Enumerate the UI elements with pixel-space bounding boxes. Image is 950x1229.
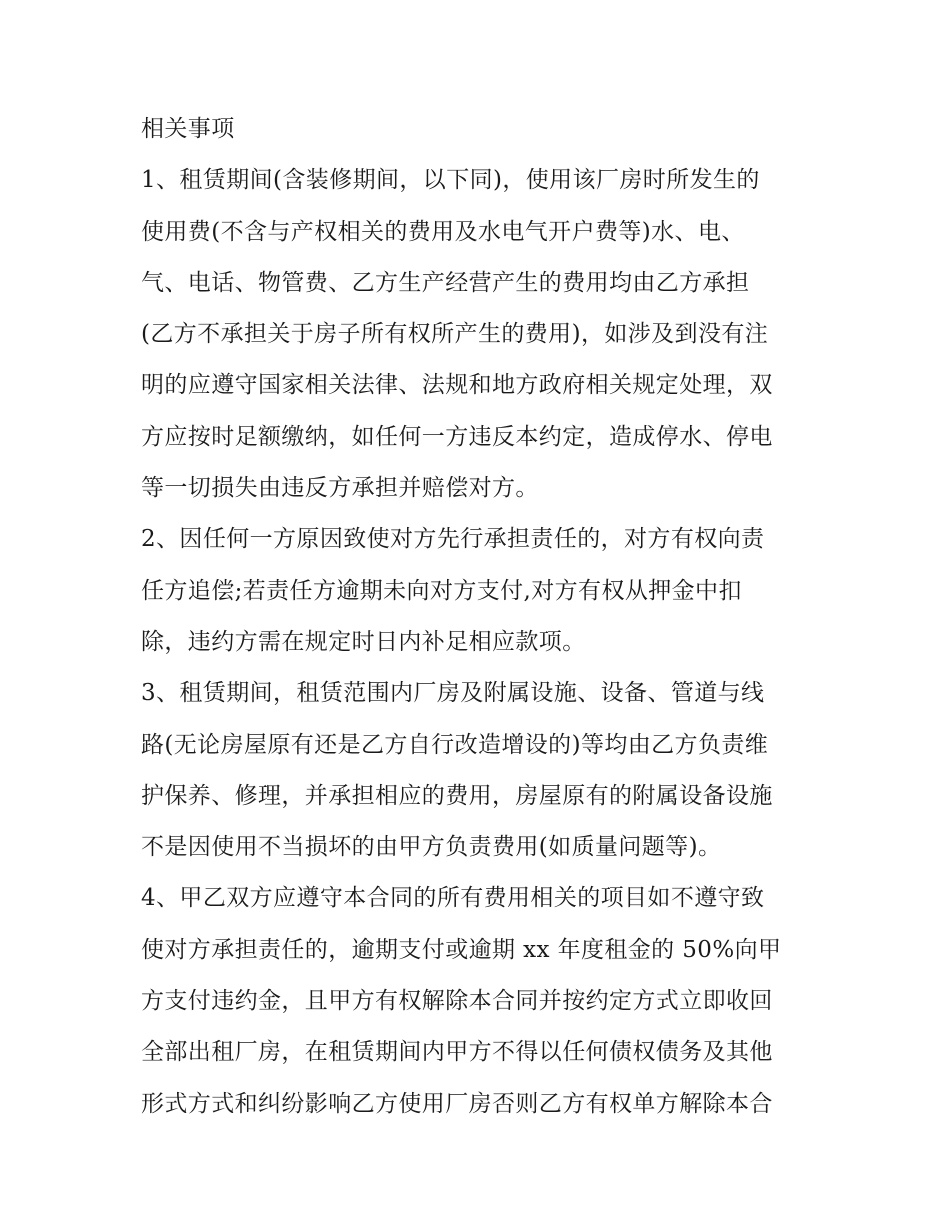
document-body xyxy=(141,104,821,1130)
text-line: 全部出租厂房，在租赁期间内甲方不得以任何债权债务及其他 xyxy=(141,1039,773,1066)
text-line: 形式方式和纠纷影响乙方使用厂房否则乙方有权单方解除本合 xyxy=(141,1090,773,1117)
text-line: 方支付违约金，且甲方有权解除本合同并按约定方式立即收回 xyxy=(141,988,773,1015)
text-line: 等一切损失由违反方承担并赔偿对方。 xyxy=(141,475,539,502)
text-line: 明的应遵守国家相关法律、法规和地方政府相关规定处理，双 xyxy=(141,372,773,399)
text-line: 气、电话、物管费、乙方生产经营产生的费用均由乙方承担 xyxy=(141,269,750,296)
text-line: 2、因任何一方原因致使对方先行承担责任的，对方有权向责 xyxy=(141,526,765,553)
text-line: 方应按时足额缴纳，如任何一方违反本约定，造成停水、停电 xyxy=(141,423,773,450)
text-line: 路(无论房屋原有还是乙方自行改造增设的)等均由乙方负责维 xyxy=(141,731,769,758)
text-line: 除，违约方需在规定时日内补足相应款项。 xyxy=(141,628,586,655)
text-line: 任方追偿;若责任方逾期未向对方支付,对方有权从押金中扣 xyxy=(141,577,742,604)
text-line: 使对方承担责任的，逾期支付或逾期 xx 年度租金的 50%向甲 xyxy=(141,936,782,963)
section-heading: 相关事项 xyxy=(141,116,235,142)
text-line: 3、租赁期间，租赁范围内厂房及附属设施、设备、管道与线 xyxy=(141,680,765,707)
text-line: 使用费(不含与产权相关的费用及水电气开户费等)水、电、 xyxy=(141,218,745,245)
text-line: 不是因使用不当损坏的由甲方负责费用(如质量问题等)。 xyxy=(141,834,722,861)
text-line: (乙方不承担关于房子所有权所产生的费用)，如涉及到没有注 xyxy=(141,321,769,348)
text-line: 1、租赁期间(含装修期间，以下同)，使用该厂房时所发生的 xyxy=(141,167,760,194)
text-line: 4、甲乙双方应遵守本合同的所有费用相关的项目如不遵守致 xyxy=(141,885,765,912)
text-line: 护保养、修理，并承担相应的费用，房屋原有的附属设备设施 xyxy=(141,782,773,809)
